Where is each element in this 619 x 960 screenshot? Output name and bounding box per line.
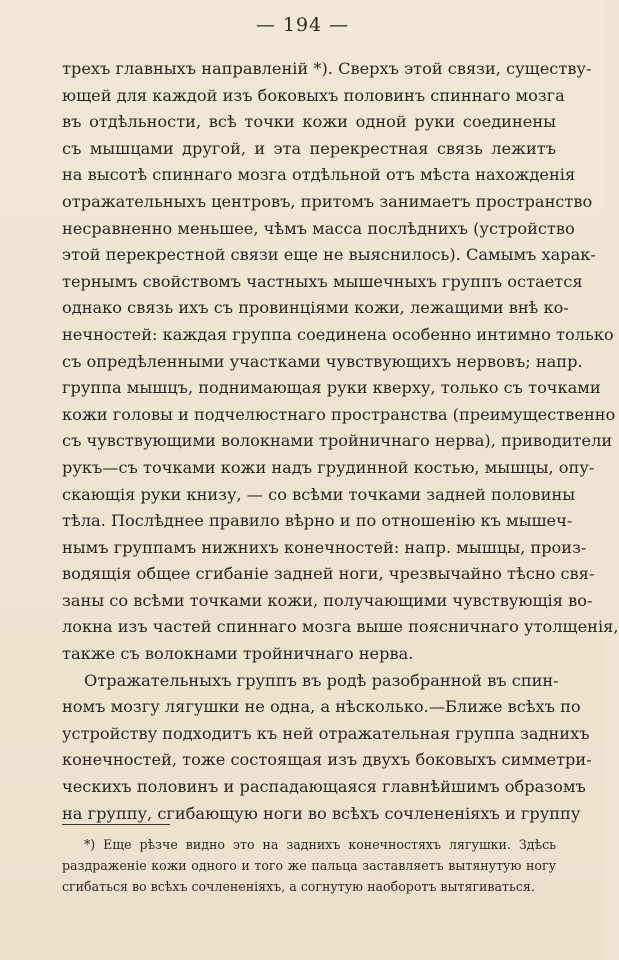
text-line: нечностей: каждая группа соединена особенно интимно только [62, 324, 614, 344]
footnote [62, 834, 556, 897]
text-line: на высотѣ спиннаго мозга отдѣльной отъ мѣста нахожденія [62, 165, 576, 185]
text-line: этой перекрестной связи еще не выяснилось). Самымъ харак- [62, 245, 596, 265]
text-line: въ отдѣльности, всѣ точки кожи одной руки соединены [62, 112, 556, 132]
text-line: группа мышцъ, поднимающая руки кверху, только съ точками [62, 378, 601, 398]
text-line: водящія общее сгибаніе задней ноги, чрезвычайно тѣсно свя- [62, 564, 595, 584]
text-line: заны со всѣми точками кожи, получающими чувствующія во- [62, 590, 593, 610]
text-line: на группу, сгибающую ноги во всѣхъ сочлененіяхъ и группу [62, 803, 581, 823]
footnote-line: *) Еще рѣзче видно это на заднихъ конечностяхъ лягушки. Здѣсь [84, 837, 556, 852]
text-line: ющей для каждой изъ боковыхъ половинъ спиннаго мозга [62, 85, 565, 105]
text-line: тѣла. Послѣднее правило вѣрно и по отношенію къ мышеч- [62, 511, 573, 531]
footnote-line: сгибаться во всѣхъ сочлененіяхъ, а согнутую наоборотъ вытягиваться. [62, 879, 535, 894]
text-line: тернымъ свойствомъ частныхъ мышечныхъ группъ остается [62, 271, 583, 291]
page-number: — 194 — [255, 14, 350, 36]
text-line: ческихъ половинъ и распадающаяся главнѣйшимъ образомъ [62, 777, 586, 797]
paragraph-start-line: Отражательныхъ группъ въ родѣ разобранной въ спин- [84, 670, 559, 690]
text-line: скающія руки книзу, — со всѣми точками задней половины [62, 484, 576, 504]
text-line: однако связь ихъ съ провинціями кожи, лежащими внѣ ко- [62, 298, 569, 318]
text-line: локна изъ частей спиннаго мозга выше поясничнаго утолщенія, [62, 617, 619, 637]
text-line: несравненно меньшее, чѣмъ масса послѣднихъ (устройство [62, 218, 575, 238]
footnote-divider [62, 824, 170, 825]
paragraph-end-line: также съ волокнами тройничнаго нерва. [62, 644, 414, 664]
text-line: рукъ—съ точками кожи надъ грудинной костью, мышцы, опу- [62, 457, 595, 477]
text-line: нымъ группамъ нижнихъ конечностей: напр. мышцы, произ- [62, 537, 587, 557]
footnote-line: раздраженіе кожи одного и того же пальца заставляетъ вытянутую ногу [62, 858, 556, 873]
text-line: кожи головы и подчелюстнаго пространства (преимущественно [62, 404, 616, 424]
text-line: съ чувствующими волокнами тройничнаго нерва), приводители [62, 431, 613, 451]
text-line: номъ мозгу лягушки не одна, а нѣсколько.—Ближе всѣхъ по [62, 697, 581, 717]
text-line: отражательныхъ центровъ, притомъ занимаетъ пространство [62, 191, 593, 211]
text-line: устройству подходитъ къ ней отражательная группа заднихъ [62, 723, 590, 743]
text-line: съ мышцами другой, и эта перекрестная связь лежитъ [62, 138, 556, 158]
text-line: трехъ главныхъ направленій *). Сверхъ этой связи, существу- [62, 59, 592, 78]
text-line: конечностей, тоже состоящая изъ двухъ боковыхъ симметри- [62, 750, 592, 770]
body-text [62, 56, 619, 827]
text-line: съ опредѣленными участками чувствующихъ нервовъ; напр. [62, 351, 583, 371]
